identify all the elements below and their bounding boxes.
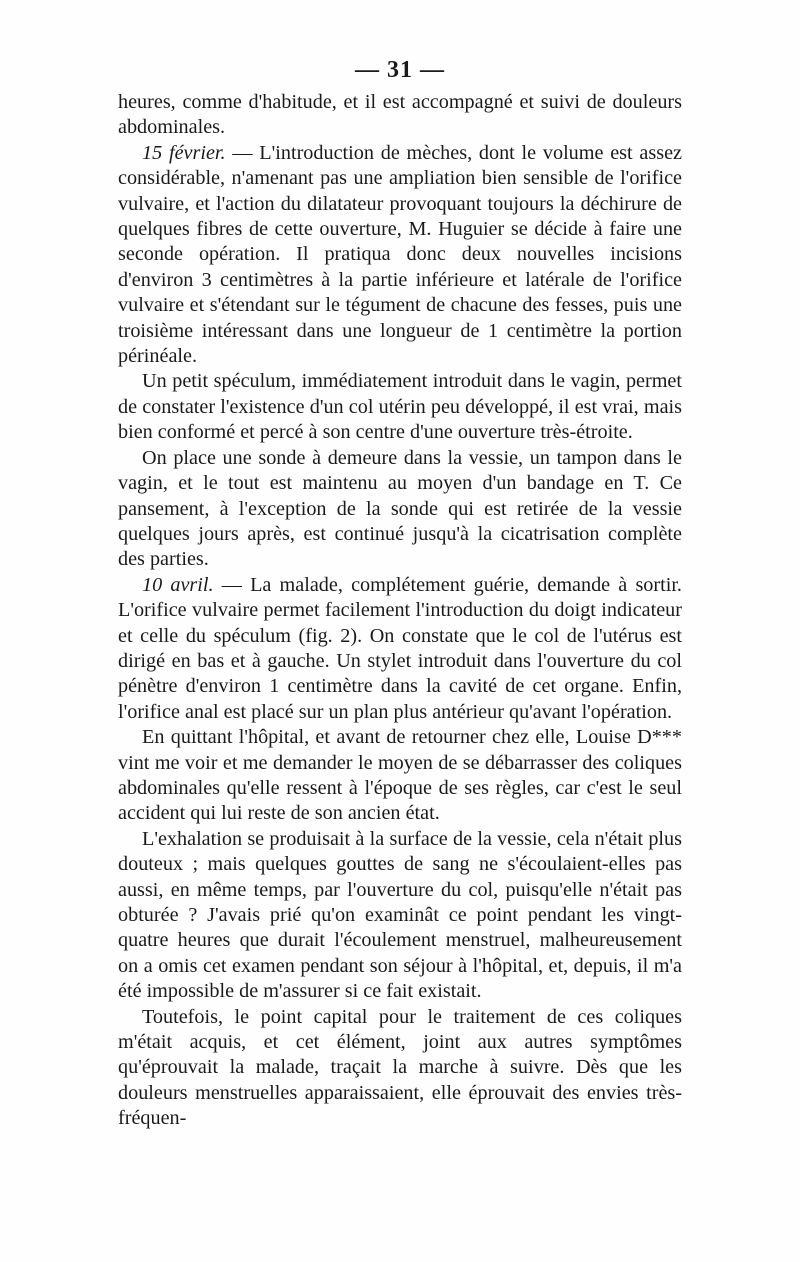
paragraph-toutefois (118, 1005, 682, 1132)
paragraph-10-avril (118, 573, 682, 725)
paragraph-text: Un petit spéculum, immédiatement introduit dans le vagin, permet de constater l'existence d'un col utérin peu développé, il est vrai, mais bien conformé et percé à son centre d'une ouverture très-étroite. (118, 370, 682, 444)
paragraph-text: heures, comme d'habitude, et il est accompagné et suivi de douleurs abdominales. (118, 91, 682, 139)
entry-date: 15 février. (142, 141, 226, 164)
body-text (118, 90, 682, 1132)
paragraph-continuation (118, 90, 682, 141)
paragraph-sonde (118, 446, 682, 573)
paragraph-text: — La malade, complétement guérie, demande à sortir. L'orifice vulvaire permet facilement l'introduction du doigt indicateur et celle du spéculum (fig. 2). On constate que le col de l'utérus est dirigé en bas et à gauche. Un stylet introduit dans l'ouverture du col pénètre d'environ 1 centimètre dans la cavité de cet organe. Enfin, l'orifice anal est placé sur un plan plus antérieur qu'avant l'opération. (118, 573, 682, 723)
paragraph-exhalation (118, 827, 682, 1005)
paragraph-louise (118, 725, 682, 827)
paragraph-text: En quittant l'hôpital, et avant de retourner chez elle, Louise D*** vint me voir et me demander le moyen de se débarrasser des coliques abdominales qu'elle ressent à l'époque de ses règles, car c'est le seul accident qui lui reste de son ancien état. (118, 726, 682, 825)
paragraph-text: L'exhalation se produisait à la surface de la vessie, cela n'était plus douteux ; mais quelques gouttes de sang ne s'écoulaient-elles pas aussi, en même temps, par l'ouverture du col, puisqu'elle n'était pas obturée ? J'avais prié qu'on examinât ce point pendant les vingt-quatre heures que durait l'écoulement menstruel, malheureusement on a omis cet examen pendant son séjour à l'hôpital, et, depuis, il m'a été impossible de m'assurer si ce fait existait. (118, 827, 682, 1003)
paragraph-15-fevrier (118, 141, 682, 370)
paragraph-text: Toutefois, le point capital pour le traitement de ces coliques m'était acquis, et cet élément, joint aux autres symptômes qu'éprouvait la malade, traçait la marche à suivre. Dès que les douleurs menstruelles apparaissaient, elle éprouvait des envies très-fréquen- (118, 1005, 682, 1130)
page-number: — 31 — (355, 57, 445, 83)
paragraph-speculum (118, 369, 682, 445)
paragraph-text: — L'introduction de mèches, dont le volume est assez considérable, n'amenant pas une ampliation bien sensible de l'orifice vulvaire, et l'action du dilatateur provoquant toujours la déchirure de quelques fibres de cette ouverture, M. Huguier se décide à faire une seconde opération. Il pratiqua donc deux nouvelles incisions d'environ 3 centimètres à la partie inférieure et latérale de l'orifice vulvaire et s'étendant sur le tégument de chacune des fesses, puis une troisième intéressant dans une longueur de 1 centimètre la portion périnéale. (118, 141, 682, 368)
entry-date: 10 avril. (142, 573, 214, 596)
paragraph-text: On place une sonde à demeure dans la vessie, un tampon dans le vagin, et le tout est maintenu au moyen d'un bandage en T. Ce pansement, à l'exception de la sonde qui est retirée de la vessie quelques jours après, est continué jusqu'à la cicatrisation complète des parties. (118, 446, 682, 571)
